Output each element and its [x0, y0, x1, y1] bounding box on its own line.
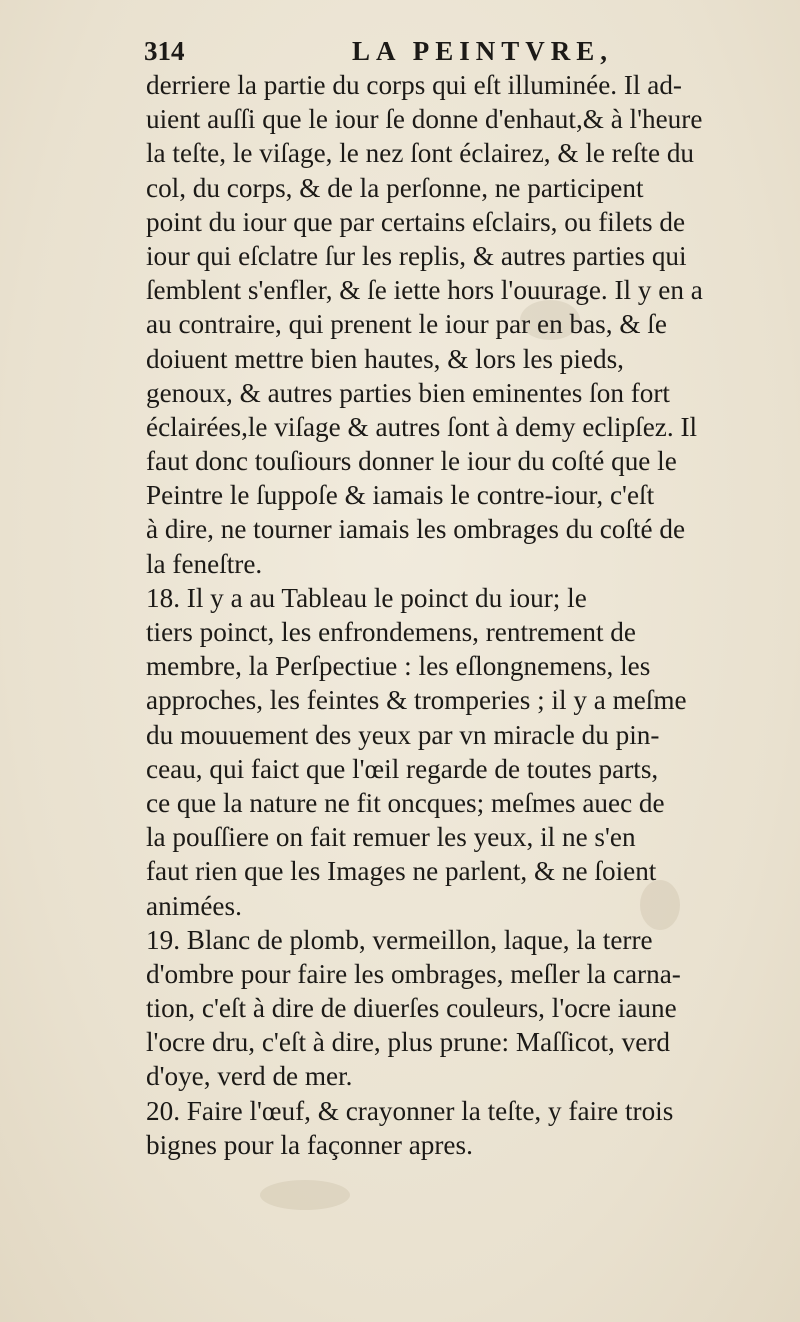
text-line: la teſte, le viſage, le nez ſont éclairez, & le reſte du [146, 138, 695, 169]
text-line: animées. [146, 890, 242, 921]
text-line: ceau, qui faict que l'œil regarde de toutes parts, [146, 753, 659, 784]
text-line: derriere la partie du corps qui eſt illuminée. Il ad- [146, 70, 682, 100]
page-header [144, 36, 744, 72]
text-line: doiuent mettre bien hautes, & lors les pieds, [146, 343, 624, 374]
text-line: du mouuement des yeux par vn miracle du pin- [146, 719, 660, 750]
text-line: faut donc touſiours donner le iour du coſté que le [146, 446, 677, 477]
text-line: d'oye, verd de mer. [146, 1061, 353, 1092]
text-line: iour qui eſclatre ſur les replis, & autres parties qui [146, 240, 687, 271]
running-title: LA PEINTVRE, [352, 36, 614, 66]
text-line: col, du corps, & de la perſonne, ne participent [146, 172, 644, 203]
text-line: Peintre le ſuppoſe & iamais le contre-iour, c'eſt [146, 480, 655, 511]
text-line: genoux, & autres parties bien eminentes ſon fort [146, 377, 670, 408]
text-line: ce que la nature ne fit oncques; meſmes auec de [146, 787, 665, 818]
text-line: la feneſtre. [146, 548, 263, 579]
text-line: approches, les feintes & tromperies ; il y a meſme [146, 685, 687, 716]
text-line: éclairées,le viſage & autres ſont à demy eclipſez. Il [146, 411, 698, 442]
text-line: bignes pour la façonner apres. [146, 1129, 473, 1160]
text-line: uient auſſi que le iour ſe donne d'enhaut,& à l'heure [146, 104, 703, 135]
text-line: la pouſſiere on fait remuer les yeux, il ne s'en [146, 822, 636, 853]
text-line: tion, c'eſt à dire de diuerſes couleurs, l'ocre iaune [146, 993, 677, 1024]
text-line: à dire, ne tourner iamais les ombrages du coſté de [146, 514, 686, 545]
text-line: d'ombre pour faire les ombrages, meſler la carna- [146, 958, 681, 989]
text-line: tiers poinct, les enfrondemens, rentrement de [146, 617, 636, 647]
text-line: 20. Faire l'œuf, & crayonner la teſte, y faire trois [146, 1095, 674, 1126]
text-line: faut rien que les Images ne parlent, & ne ſoient [146, 856, 657, 887]
paper-stain [260, 1180, 350, 1210]
text-line: ſemblent s'enfler, & ſe iette hors l'ouurage. Il y en a [146, 275, 703, 306]
text-line: 19. Blanc de plomb, vermeillon, laque, la terre [146, 924, 653, 955]
text-line: au contraire, qui prenent le iour par en bas, & ſe [146, 309, 667, 340]
text-line: membre, la Perſpectiue : les eſlongnemens, les [146, 651, 651, 682]
text-line: l'ocre dru, c'eſt à dire, plus prune: Maſſicot, verd [146, 1027, 670, 1058]
text-line: point du iour que par certains eſclairs, ou filets de [146, 206, 686, 237]
body-text [146, 68, 794, 1162]
text-line: 18. Il y a au Tableau le poinct du iour; le [146, 582, 587, 613]
page-number: 314 [144, 36, 185, 66]
